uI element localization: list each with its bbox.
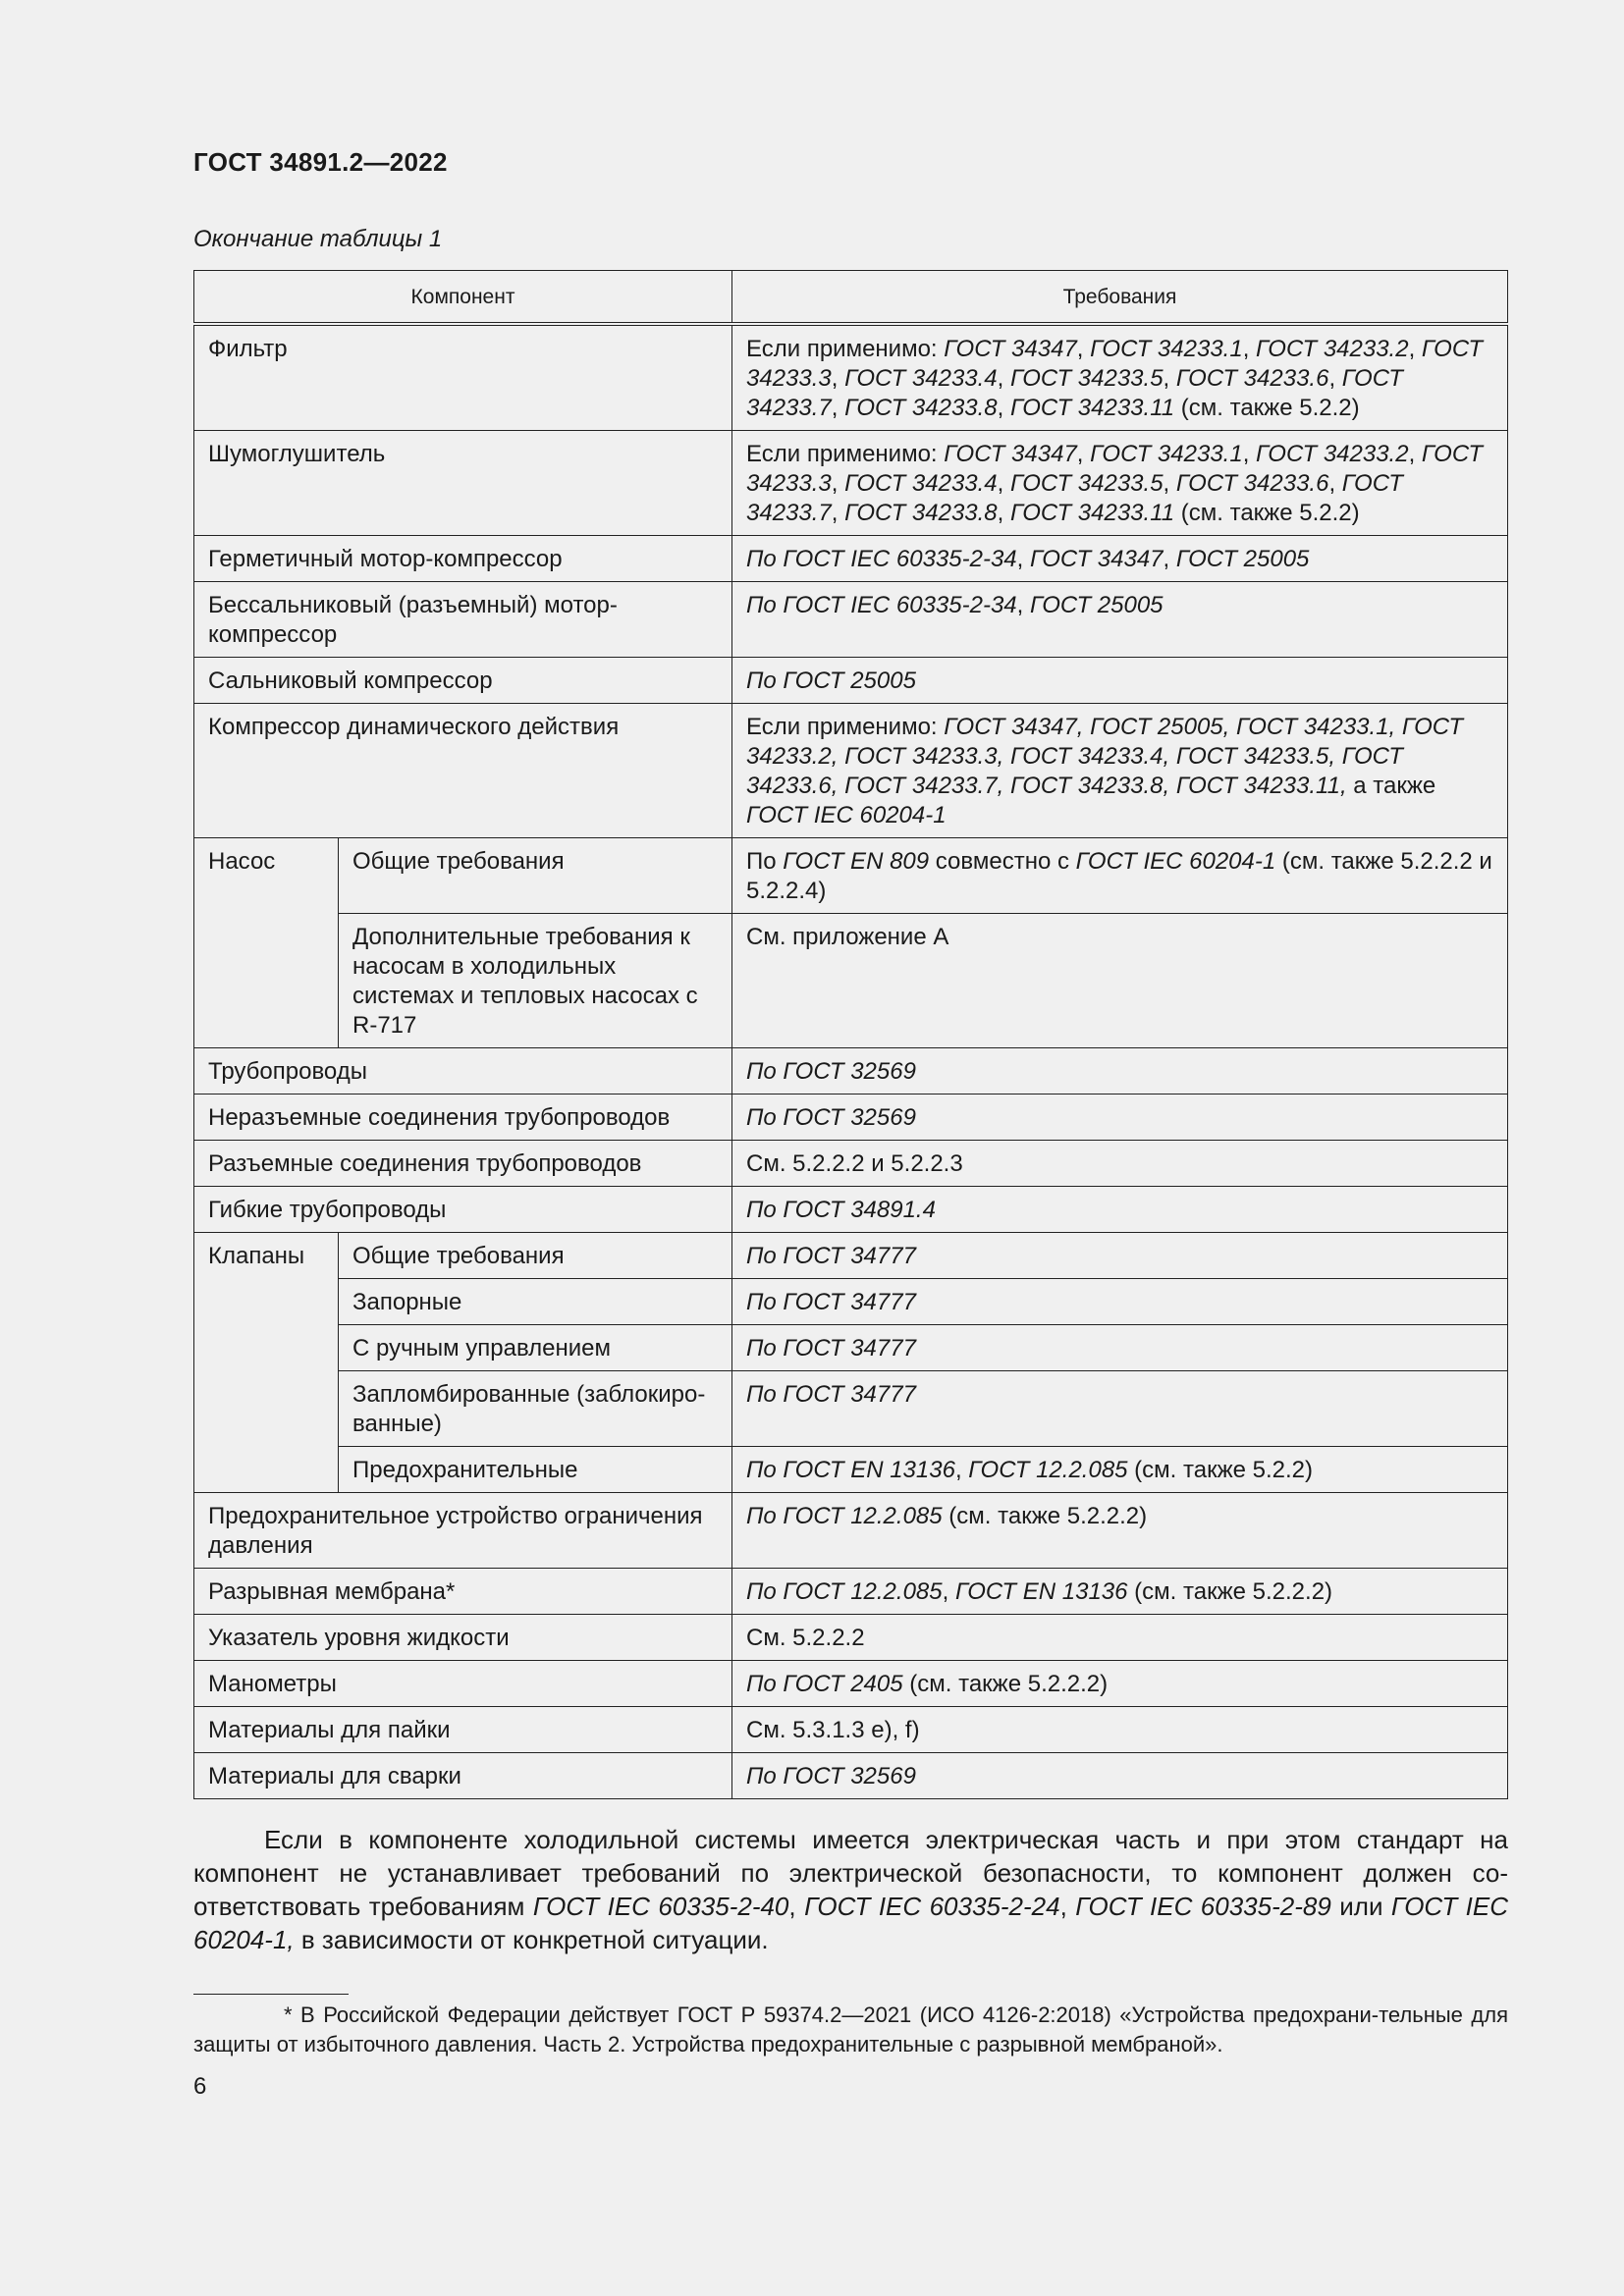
table-row	[194, 1187, 1508, 1233]
requirements-cell: См. 5.2.2.2 и 5.2.2.3	[732, 1141, 1508, 1187]
requirements-cell: По ГОСТ IEC 60335-2-34, ГОСТ 34347, ГОСТ 25005	[732, 536, 1508, 582]
subcomponent-cell: Дополнительные требования к насосам в холодильных системах и тепловых насосах с R-717	[339, 914, 732, 1048]
table-row	[194, 1325, 1508, 1371]
component-cell: Гибкие трубопроводы	[194, 1187, 732, 1233]
footnote-divider	[193, 1994, 349, 1995]
requirements-cell: См. приложение А	[732, 914, 1508, 1048]
requirements-cell: По ГОСТ 32569	[732, 1095, 1508, 1141]
subcomponent-cell: Предохранительные	[339, 1447, 732, 1493]
page-number: 6	[193, 2073, 207, 2100]
table-row	[194, 1707, 1508, 1753]
table-row	[194, 1493, 1508, 1569]
component-cell: Разъемные соединения трубопроводов	[194, 1141, 732, 1187]
subcomponent-cell: Общие требования	[339, 1233, 732, 1279]
table-row	[194, 658, 1508, 704]
table-row	[194, 1753, 1508, 1799]
body-paragraph: Если в компоненте холодильной системы имеется электрическая часть и при этом стандарт на компонент не устанавливает требований по электрической безопасности, то компонент должен со-ответствовать требованиям ГОСТ IEC 60335-2-40, ГОСТ IEC 60335-2-24, ГОСТ IEC 60335-2-89 или ГОСТ IEC 60204-1, в зависимости от конкретной ситуации.	[193, 1825, 1509, 1954]
requirements-cell: Если применимо: ГОСТ 34347, ГОСТ 25005, ГОСТ 34233.1, ГОСТ 34233.2, ГОСТ 34233.3, ГОСТ 34233.4, ГОСТ 34233.5, ГОСТ 34233.6, ГОСТ 34233.7, ГОСТ 34233.8, ГОСТ 34233.11, а также ГОСТ IEC 60204-1	[732, 704, 1508, 838]
table-row	[194, 536, 1508, 582]
table-row	[194, 1661, 1508, 1707]
requirements-cell: По ГОСТ 34777	[732, 1279, 1508, 1325]
table-row	[194, 1095, 1508, 1141]
component-cell: Предохранительное устройство ограничения давления	[194, 1493, 732, 1569]
component-group-cell: Насос	[194, 838, 339, 1048]
table-row	[194, 914, 1508, 1048]
requirements-cell: По ГОСТ 34777	[732, 1325, 1508, 1371]
component-cell: Фильтр	[194, 324, 732, 431]
subcomponent-cell: С ручным управлением	[339, 1325, 732, 1371]
component-cell: Сальниковый компрессор	[194, 658, 732, 704]
requirements-cell: См. 5.2.2.2	[732, 1615, 1508, 1661]
component-cell: Герметичный мотор-компрессор	[194, 536, 732, 582]
table-row	[194, 838, 1508, 914]
component-cell: Шумоглушитель	[194, 431, 732, 536]
table-row	[194, 1141, 1508, 1187]
requirements-cell: Если применимо: ГОСТ 34347, ГОСТ 34233.1, ГОСТ 34233.2, ГОСТ 34233.3, ГОСТ 34233.4, ГОСТ 34233.5, ГОСТ 34233.6, ГОСТ 34233.7, ГОСТ 34233.8, ГОСТ 34233.11 (см. также 5.2.2)	[732, 431, 1508, 536]
component-group-cell: Клапаны	[194, 1233, 339, 1493]
requirements-cell: По ГОСТ IEC 60335-2-34, ГОСТ 25005	[732, 582, 1508, 658]
component-cell: Указатель уровня жидкости	[194, 1615, 732, 1661]
requirements-table	[193, 270, 1508, 1799]
requirements-cell: По ГОСТ 34777	[732, 1371, 1508, 1447]
requirements-cell: По ГОСТ 32569	[732, 1753, 1508, 1799]
table-row	[194, 1048, 1508, 1095]
component-cell: Разрывная мембрана*	[194, 1569, 732, 1615]
requirements-cell: По ГОСТ 32569	[732, 1048, 1508, 1095]
component-cell: Материалы для пайки	[194, 1707, 732, 1753]
requirements-cell: По ГОСТ 12.2.085 (см. также 5.2.2.2)	[732, 1493, 1508, 1569]
table-header-row	[194, 271, 1508, 325]
requirements-cell: Если применимо: ГОСТ 34347, ГОСТ 34233.1, ГОСТ 34233.2, ГОСТ 34233.3, ГОСТ 34233.4, ГОСТ 34233.5, ГОСТ 34233.6, ГОСТ 34233.7, ГОСТ 34233.8, ГОСТ 34233.11 (см. также 5.2.2)	[732, 324, 1508, 431]
table-row	[194, 1615, 1508, 1661]
requirements-cell: По ГОСТ 25005	[732, 658, 1508, 704]
table-row	[194, 324, 1508, 431]
requirements-cell: По ГОСТ 34777	[732, 1233, 1508, 1279]
requirements-cell: См. 5.3.1.3 e), f)	[732, 1707, 1508, 1753]
requirements-cell: По ГОСТ EN 13136, ГОСТ 12.2.085 (см. также 5.2.2)	[732, 1447, 1508, 1493]
component-cell: Материалы для сварки	[194, 1753, 732, 1799]
table-row	[194, 582, 1508, 658]
table-row	[194, 1447, 1508, 1493]
table-row	[194, 1569, 1508, 1615]
subcomponent-cell: Запломбированные (заблокиро-ванные)	[339, 1371, 732, 1447]
table-caption: Окончание таблицы 1	[193, 226, 443, 252]
table-row	[194, 1233, 1508, 1279]
component-cell: Манометры	[194, 1661, 732, 1707]
document-header: ГОСТ 34891.2—2022	[193, 147, 448, 177]
requirements-cell: По ГОСТ 12.2.085, ГОСТ EN 13136 (см. также 5.2.2.2)	[732, 1569, 1508, 1615]
requirements-cell: По ГОСТ 2405 (см. также 5.2.2.2)	[732, 1661, 1508, 1707]
footnote: * В Российской Федерации действует ГОСТ Р 59374.2—2021 (ИСО 4126-2:2018) «Устройства предохрани-тельные для защиты от избыточного давления. Часть 2. Устройства предохранительные с разрывной мембраной».	[193, 2002, 1508, 2056]
requirements-cell: По ГОСТ EN 809 совместно с ГОСТ IEC 60204-1 (см. также 5.2.2.2 и 5.2.2.4)	[732, 838, 1508, 914]
component-cell: Неразъемные соединения трубопроводов	[194, 1095, 732, 1141]
table-row	[194, 1279, 1508, 1325]
component-cell: Трубопроводы	[194, 1048, 732, 1095]
subcomponent-cell: Запорные	[339, 1279, 732, 1325]
header-component: Компонент	[194, 271, 732, 325]
header-requirements: Требования	[732, 271, 1508, 325]
component-cell: Бессальниковый (разъемный) мотор-компрессор	[194, 582, 732, 658]
table-row	[194, 1371, 1508, 1447]
requirements-cell: По ГОСТ 34891.4	[732, 1187, 1508, 1233]
subcomponent-cell: Общие требования	[339, 838, 732, 914]
component-cell: Компрессор динамического действия	[194, 704, 732, 838]
table-row	[194, 704, 1508, 838]
table-row	[194, 431, 1508, 536]
